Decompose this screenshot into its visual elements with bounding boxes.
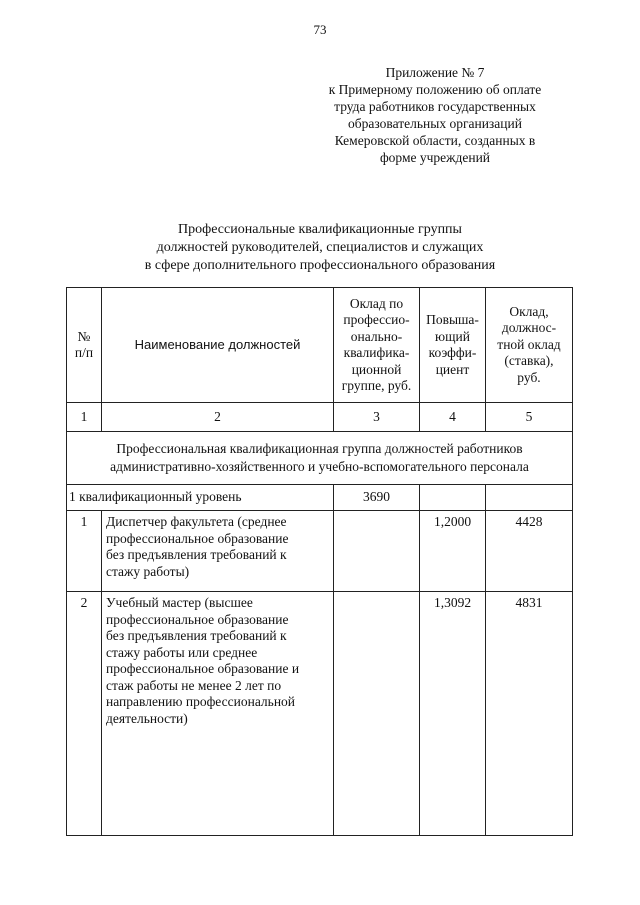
row-number: 2: [67, 592, 102, 836]
appendix-line: образовательных организаций: [348, 116, 522, 131]
appendix-line: Кемеровской области, созданных в: [334, 133, 536, 148]
column-number: 1: [67, 403, 102, 432]
header-num: № п/п: [67, 288, 102, 403]
column-number: 4: [420, 403, 486, 432]
row-coefficient: 1,3092: [420, 592, 486, 836]
appendix-line: к Примерному положению об оплате: [328, 82, 542, 97]
table-header-row: [67, 288, 573, 403]
qualification-level-row: [67, 485, 573, 511]
header-position-name: Наименование должностей: [102, 288, 334, 403]
header-salary: Оклад, должнос- тной оклад (ставка), руб.: [486, 288, 573, 403]
empty-cell: [334, 592, 420, 836]
column-number: 3: [334, 403, 420, 432]
title-line: должностей руководителей, специалистов и служащих: [156, 240, 484, 255]
row-number: 1: [67, 511, 102, 592]
qualification-level-salary: 3690: [334, 485, 420, 511]
qualification-group-title: Профессиональная квалификационная группа должностей работников административно-хозяйственного и учебно-вспомогательного персонала: [67, 432, 573, 485]
qualification-group-row: [67, 432, 573, 485]
empty-cell: [420, 485, 486, 511]
row-salary: 4831: [486, 592, 573, 836]
empty-cell: [334, 511, 420, 592]
appendix-line: труда работников государственных: [334, 99, 536, 114]
document-title: [0, 221, 640, 275]
empty-cell: [486, 485, 573, 511]
qualification-level-name: 1 квалификационный уровень: [67, 485, 334, 511]
appendix-note: [300, 64, 570, 166]
appendix-line: Приложение № 7: [385, 65, 485, 80]
header-coefficient: Повыша- ющий коэффи- циент: [420, 288, 486, 403]
position-description: Диспетчер факультета (среднее профессиональное образование без предъявления требований к стажу работы): [102, 511, 334, 592]
column-number: 5: [486, 403, 573, 432]
title-line: в сфере дополнительного профессионального образования: [144, 258, 496, 273]
header-group-salary: Оклад по профессио- онально- квалифика- ционной группе, руб.: [334, 288, 420, 403]
row-coefficient: 1,2000: [420, 511, 486, 592]
table-row: [67, 511, 573, 592]
table-row: [67, 592, 573, 836]
title-line: Профессиональные квалификационные группы: [178, 222, 462, 237]
row-salary: 4428: [486, 511, 573, 592]
page-number: 73: [313, 22, 327, 37]
column-number-row: [67, 403, 573, 432]
position-description: Учебный мастер (высшее профессиональное образование без предъявления требований к стажу работы или среднее профессиональное образование и стаж работы не менее 2 лет по направлению профессиональной деятельности): [102, 592, 334, 836]
column-number: 2: [102, 403, 334, 432]
qualification-table: [66, 287, 573, 836]
appendix-line: форме учреждений: [379, 150, 491, 165]
